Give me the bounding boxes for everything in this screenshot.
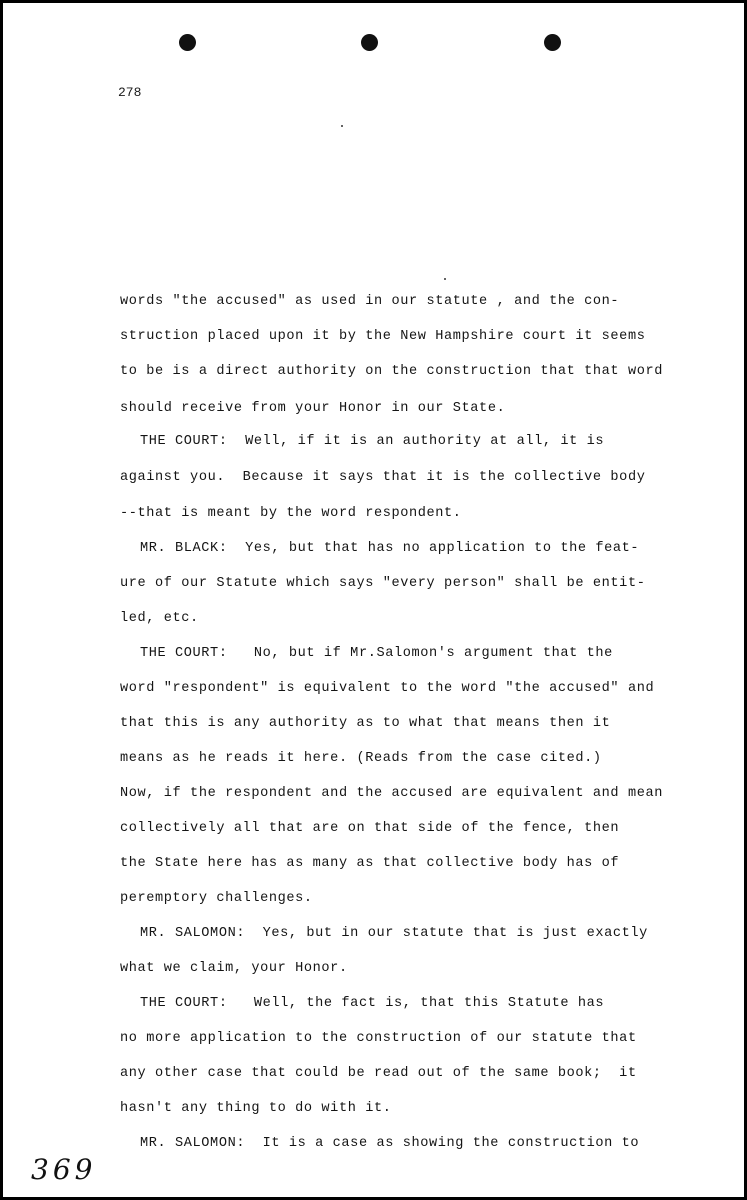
text-line: THE COURT: Well, the fact is, that this Statute has xyxy=(140,996,605,1011)
text-line: collectively all that are on that side of the fence, then xyxy=(120,821,620,836)
text-line: means as he reads it here. (Reads from the case cited.) xyxy=(120,751,602,766)
text-line: hasn't any thing to do with it. xyxy=(120,1101,392,1116)
text-line: no more application to the construction of our statute that xyxy=(120,1031,637,1046)
text-line: word "respondent" is equivalent to the word "the accused" and xyxy=(120,681,655,696)
page-number: 278 xyxy=(118,85,142,100)
text-line: to be is a direct authority on the construction that that word xyxy=(120,364,663,379)
text-line: any other case that could be read out of the same book; it xyxy=(120,1066,637,1081)
text-line: THE COURT: No, but if Mr.Salomon's argument that the xyxy=(140,646,613,661)
punch-hole-right xyxy=(544,34,561,51)
text-line: the State here has as many as that collective body has of xyxy=(120,856,620,871)
text-line: Now, if the respondent and the accused are equivalent and mean xyxy=(120,786,663,801)
text-line: MR. BLACK: Yes, but that has no application to the feat- xyxy=(140,541,640,556)
text-line: --that is meant by the word respondent. xyxy=(120,506,462,521)
text-line: should receive from your Honor in our State. xyxy=(120,401,506,416)
text-line: ure of our Statute which says "every person" shall be entit- xyxy=(120,576,646,591)
punch-hole-left xyxy=(179,34,196,51)
document-page xyxy=(3,3,744,1197)
text-line: THE COURT: Well, if it is an authority at all, it is xyxy=(140,434,605,449)
handwritten-page-annotation: 369 xyxy=(31,1153,97,1186)
text-line: struction placed upon it by the New Hampshire court it seems xyxy=(120,329,646,344)
speck xyxy=(444,278,446,280)
text-line: words "the accused" as used in our statute , and the con- xyxy=(120,294,620,309)
text-line: peremptory challenges. xyxy=(120,891,313,906)
text-line: against you. Because it says that it is the collective body xyxy=(120,470,646,485)
text-line: MR. SALOMON: Yes, but in our statute that is just exactly xyxy=(140,926,648,941)
text-line: MR. SALOMON: It is a case as showing the construction to xyxy=(140,1136,640,1151)
text-line: that this is any authority as to what that means then it xyxy=(120,716,611,731)
speck xyxy=(341,125,343,127)
text-line: what we claim, your Honor. xyxy=(120,961,348,976)
text-line: led, etc. xyxy=(120,611,199,626)
punch-hole-center xyxy=(361,34,378,51)
